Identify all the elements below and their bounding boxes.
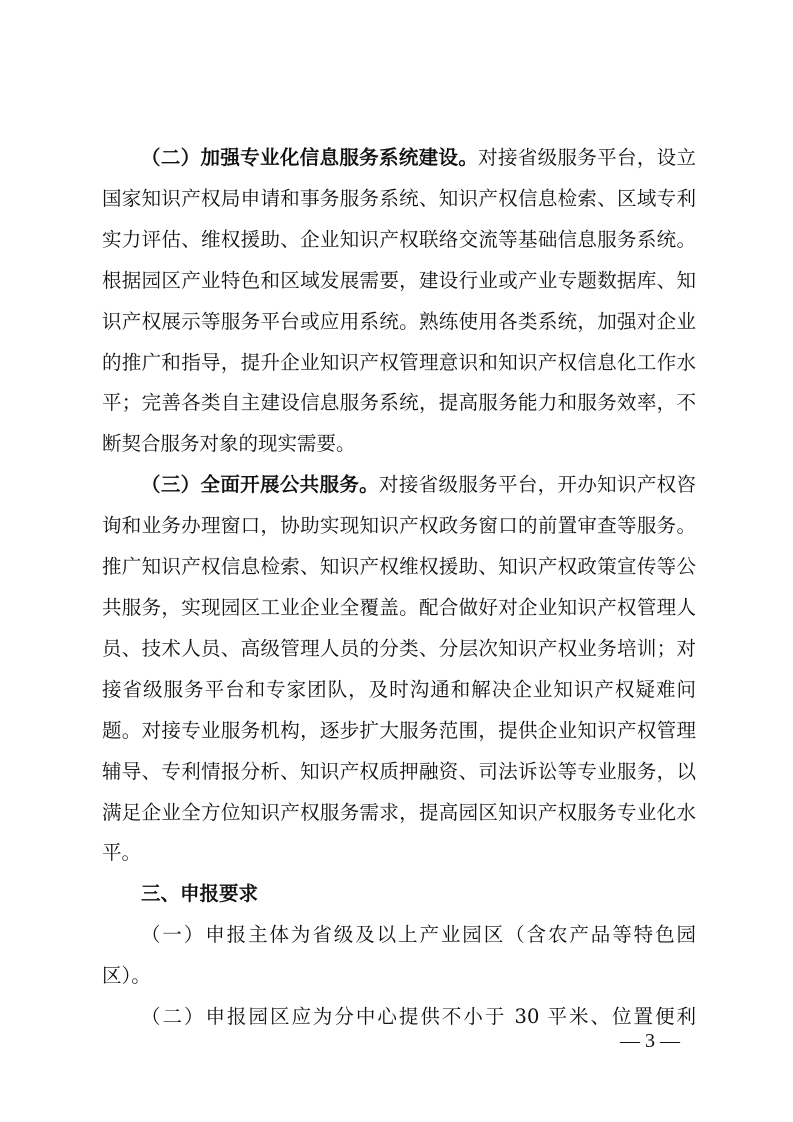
paragraph-office-space: （二）申报园区应为分中心提供不小于 30 平米、位置便利 bbox=[141, 1005, 696, 1029]
paragraph-public-services bbox=[102, 465, 696, 874]
page-number: — 3 — bbox=[620, 1030, 680, 1052]
document-body bbox=[102, 138, 696, 1038]
paragraph-lead-heading: （二）加强专业化信息服务系统建设。 bbox=[141, 146, 479, 169]
paragraph-application-subject: （一）申报主体为省级及以上产业园区（含农产品等特色园区）。 bbox=[102, 923, 696, 988]
paragraph-text: 对接省级服务平台，设立国家知识产权局申请和事务服务系统、知识产权信息检索、区域专利实力评估、维权援助、企业知识产权联络交流等基础信息服务系统。根据园区产业特色和区域发展需要，建设行业或产业专题数据库、知识产权展示等服务平台或应用系统。熟练使用各类系统，加强对企业的推广和指导，提升企业知识产权管理意识和知识产权信息化工作水平；完善各类自主建设信息服务系统，提高服务能力和服务效率，不断契合服务对象的现实需要。 bbox=[102, 146, 696, 456]
paragraph-text: 对接省级服务平台，开办知识产权咨询和业务办理窗口，协助实现知识产权政务窗口的前置审查等服务。推广知识产权信息检索、知识产权维权援助、知识产权政策宣传等公共服务，实现园区工业企业全覆盖。配合做好对企业知识产权管理人员、技术人员、高级管理人员的分类、分层次知识产权业务培训；对接省级服务平台和专家团队，及时沟通和解决企业知识产权疑难问题。对接专业服务机构，逐步扩大服务范围，提供企业知识产权管理辅导、专利情报分析、知识产权质押融资、司法诉讼等专业服务，以满足企业全方位知识产权服务需求，提高园区知识产权服务专业化水平。 bbox=[102, 473, 696, 865]
paragraph-lead-heading: （三）全面开展公共服务。 bbox=[141, 473, 379, 497]
paragraph-info-service-systems bbox=[102, 138, 696, 465]
section-heading: 三、申报要求 bbox=[141, 882, 259, 906]
